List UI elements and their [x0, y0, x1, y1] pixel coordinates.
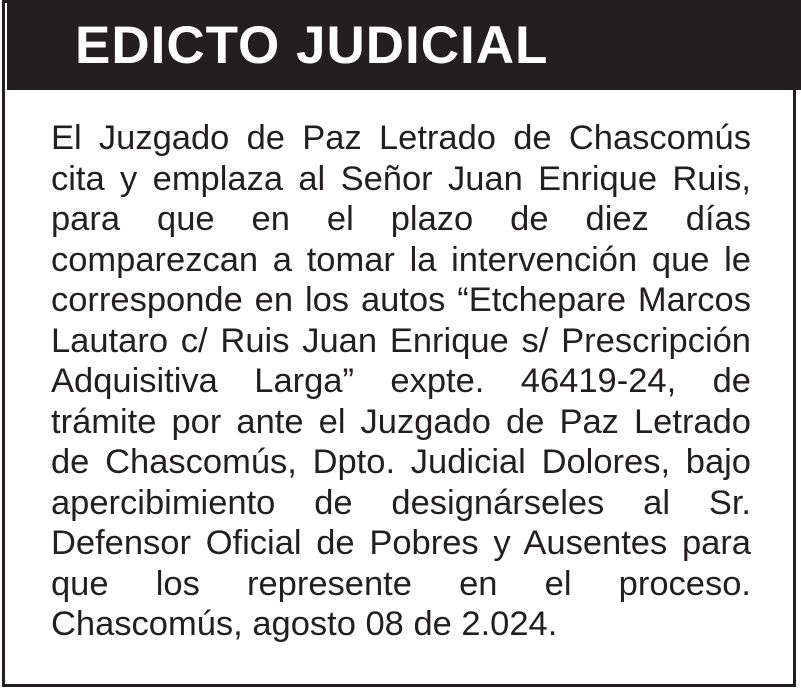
- notice-line: Lautaro c/ Ruis Juan Enrique s/ Prescripción: [51, 321, 751, 360]
- notice-line: corresponde en los autos “Etchepare Marcos: [51, 281, 751, 319]
- notice-dateline: Chascomús, agosto 08 de 2.024.: [51, 605, 558, 643]
- notice-line: El Juzgado de Paz Letrado de Chascomús: [51, 119, 751, 157]
- notice-body: [51, 118, 751, 645]
- notice-line: de Chascomús, Dpto. Judicial Dolores, bajo: [51, 443, 751, 481]
- notice-line: para que en el plazo de diez días: [51, 200, 751, 238]
- notice-line: trámite por ante el Juzgado de Paz Letrado: [51, 402, 751, 441]
- notice-line: comparezcan a tomar la intervención que le: [51, 240, 751, 279]
- header-bar: [7, 0, 801, 90]
- notice-line: Defensor Oficial de Pobres y Ausentes para: [51, 524, 751, 562]
- notice-line: que los represente en el proceso.: [51, 564, 751, 603]
- notice-line: cita y emplaza al Señor Juan Enrique Ruis,: [51, 159, 751, 198]
- notice-line: apercibimiento de designárseles al Sr.: [51, 483, 751, 522]
- page-title: EDICTO JUDICIAL: [75, 15, 549, 75]
- notice-line: Adquisitiva Larga” expte. 46419-24, de: [51, 362, 751, 400]
